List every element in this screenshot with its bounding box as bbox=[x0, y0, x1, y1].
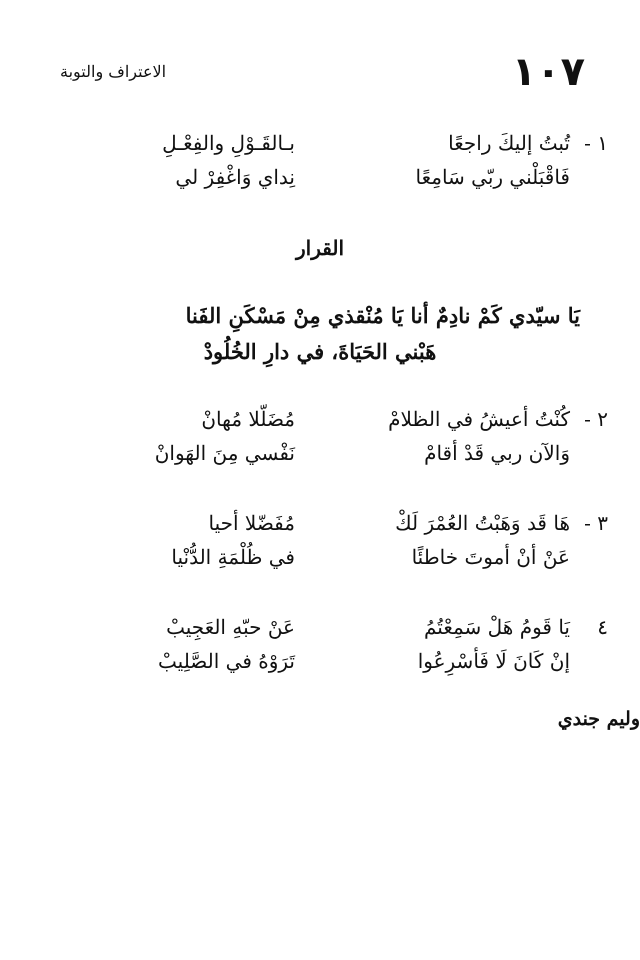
verse-hemistich-second: مُفَضّلا أحيا bbox=[208, 511, 295, 535]
verse-line bbox=[60, 506, 570, 540]
verse-line bbox=[60, 126, 570, 160]
verse-hemistich-first: وَالآن ربي قَدْ أقامْ bbox=[424, 441, 570, 465]
verse-number: ٤ bbox=[597, 615, 608, 639]
verse-line bbox=[60, 644, 570, 678]
verse-3 bbox=[60, 506, 608, 574]
verse-hemistich-first: عَنْ أنْ أموتَ خاطئًا bbox=[411, 545, 570, 569]
verse-hemistich-second: في ظُلْمَةِ الدُّنْيا bbox=[171, 545, 295, 569]
verse-hemistich-first: إنْ كَانَ لَا فَأسْرِعُوا bbox=[417, 649, 570, 673]
verse-4 bbox=[60, 610, 608, 678]
verse-hemistich-second: نِداي وَاغْفِرْ لي bbox=[175, 165, 295, 189]
verse-hemistich-second: بـالقَـوْلِ والفِعْـلِ bbox=[162, 131, 295, 155]
author-signature-line bbox=[60, 708, 640, 730]
refrain-title: القرار bbox=[295, 236, 345, 260]
verse-hemistich-first: هَا قَد وَهَبْتُ العُمْرَ لَكْ bbox=[395, 511, 570, 535]
verse-hemistich-first: تُبتُ إليكَ راجعًا bbox=[448, 131, 570, 155]
refrain bbox=[60, 298, 580, 370]
author-name: وليم جندي bbox=[557, 708, 640, 730]
verse-hemistich-second: عَنْ حبّهِ العَجِيبْ bbox=[166, 615, 295, 639]
verse-2 bbox=[60, 402, 608, 470]
verse-hemistich-second: مُضَلّلا مُهانْ bbox=[201, 407, 295, 431]
verse-hemistich-second: تَرَوْهُ في الصَّلِيبْ bbox=[158, 649, 295, 673]
page-header bbox=[60, 48, 585, 98]
verse-1 bbox=[60, 126, 608, 194]
verse-number: ٣ - bbox=[584, 511, 608, 535]
verse-line bbox=[60, 540, 570, 574]
verse-line bbox=[60, 610, 570, 644]
verse-hemistich-first: يَا قَومُ هَلْ سَمِعْتُمُ bbox=[423, 615, 570, 639]
verse-line bbox=[60, 402, 570, 436]
verse-line bbox=[60, 436, 570, 470]
verse-line bbox=[60, 160, 570, 194]
section-title: الاعتراف والتوبة bbox=[60, 62, 167, 81]
refrain-line-1: يَا سيّدي كَمْ نادِمٌ أنا يَا مُنْقذي مِنْ مَسْكَنِ الفَنا bbox=[185, 303, 580, 328]
verse-hemistich-first: كُنْتُ أعيشُ في الظلامْ bbox=[388, 407, 570, 431]
refrain-line-2: هَبْني الحَيَاةَ، في دارِ الخُلُودْ bbox=[203, 339, 437, 364]
verse-number: ١ - bbox=[584, 131, 608, 155]
hymn-number: ١٠٧ bbox=[511, 49, 585, 95]
verse-hemistich-first: فَاقْبَلْني ربّي سَامِعًا bbox=[415, 165, 570, 189]
verse-hemistich-second: نَفْسي مِنَ الهَوانْ bbox=[154, 441, 295, 465]
verse-number: ٢ - bbox=[584, 407, 608, 431]
